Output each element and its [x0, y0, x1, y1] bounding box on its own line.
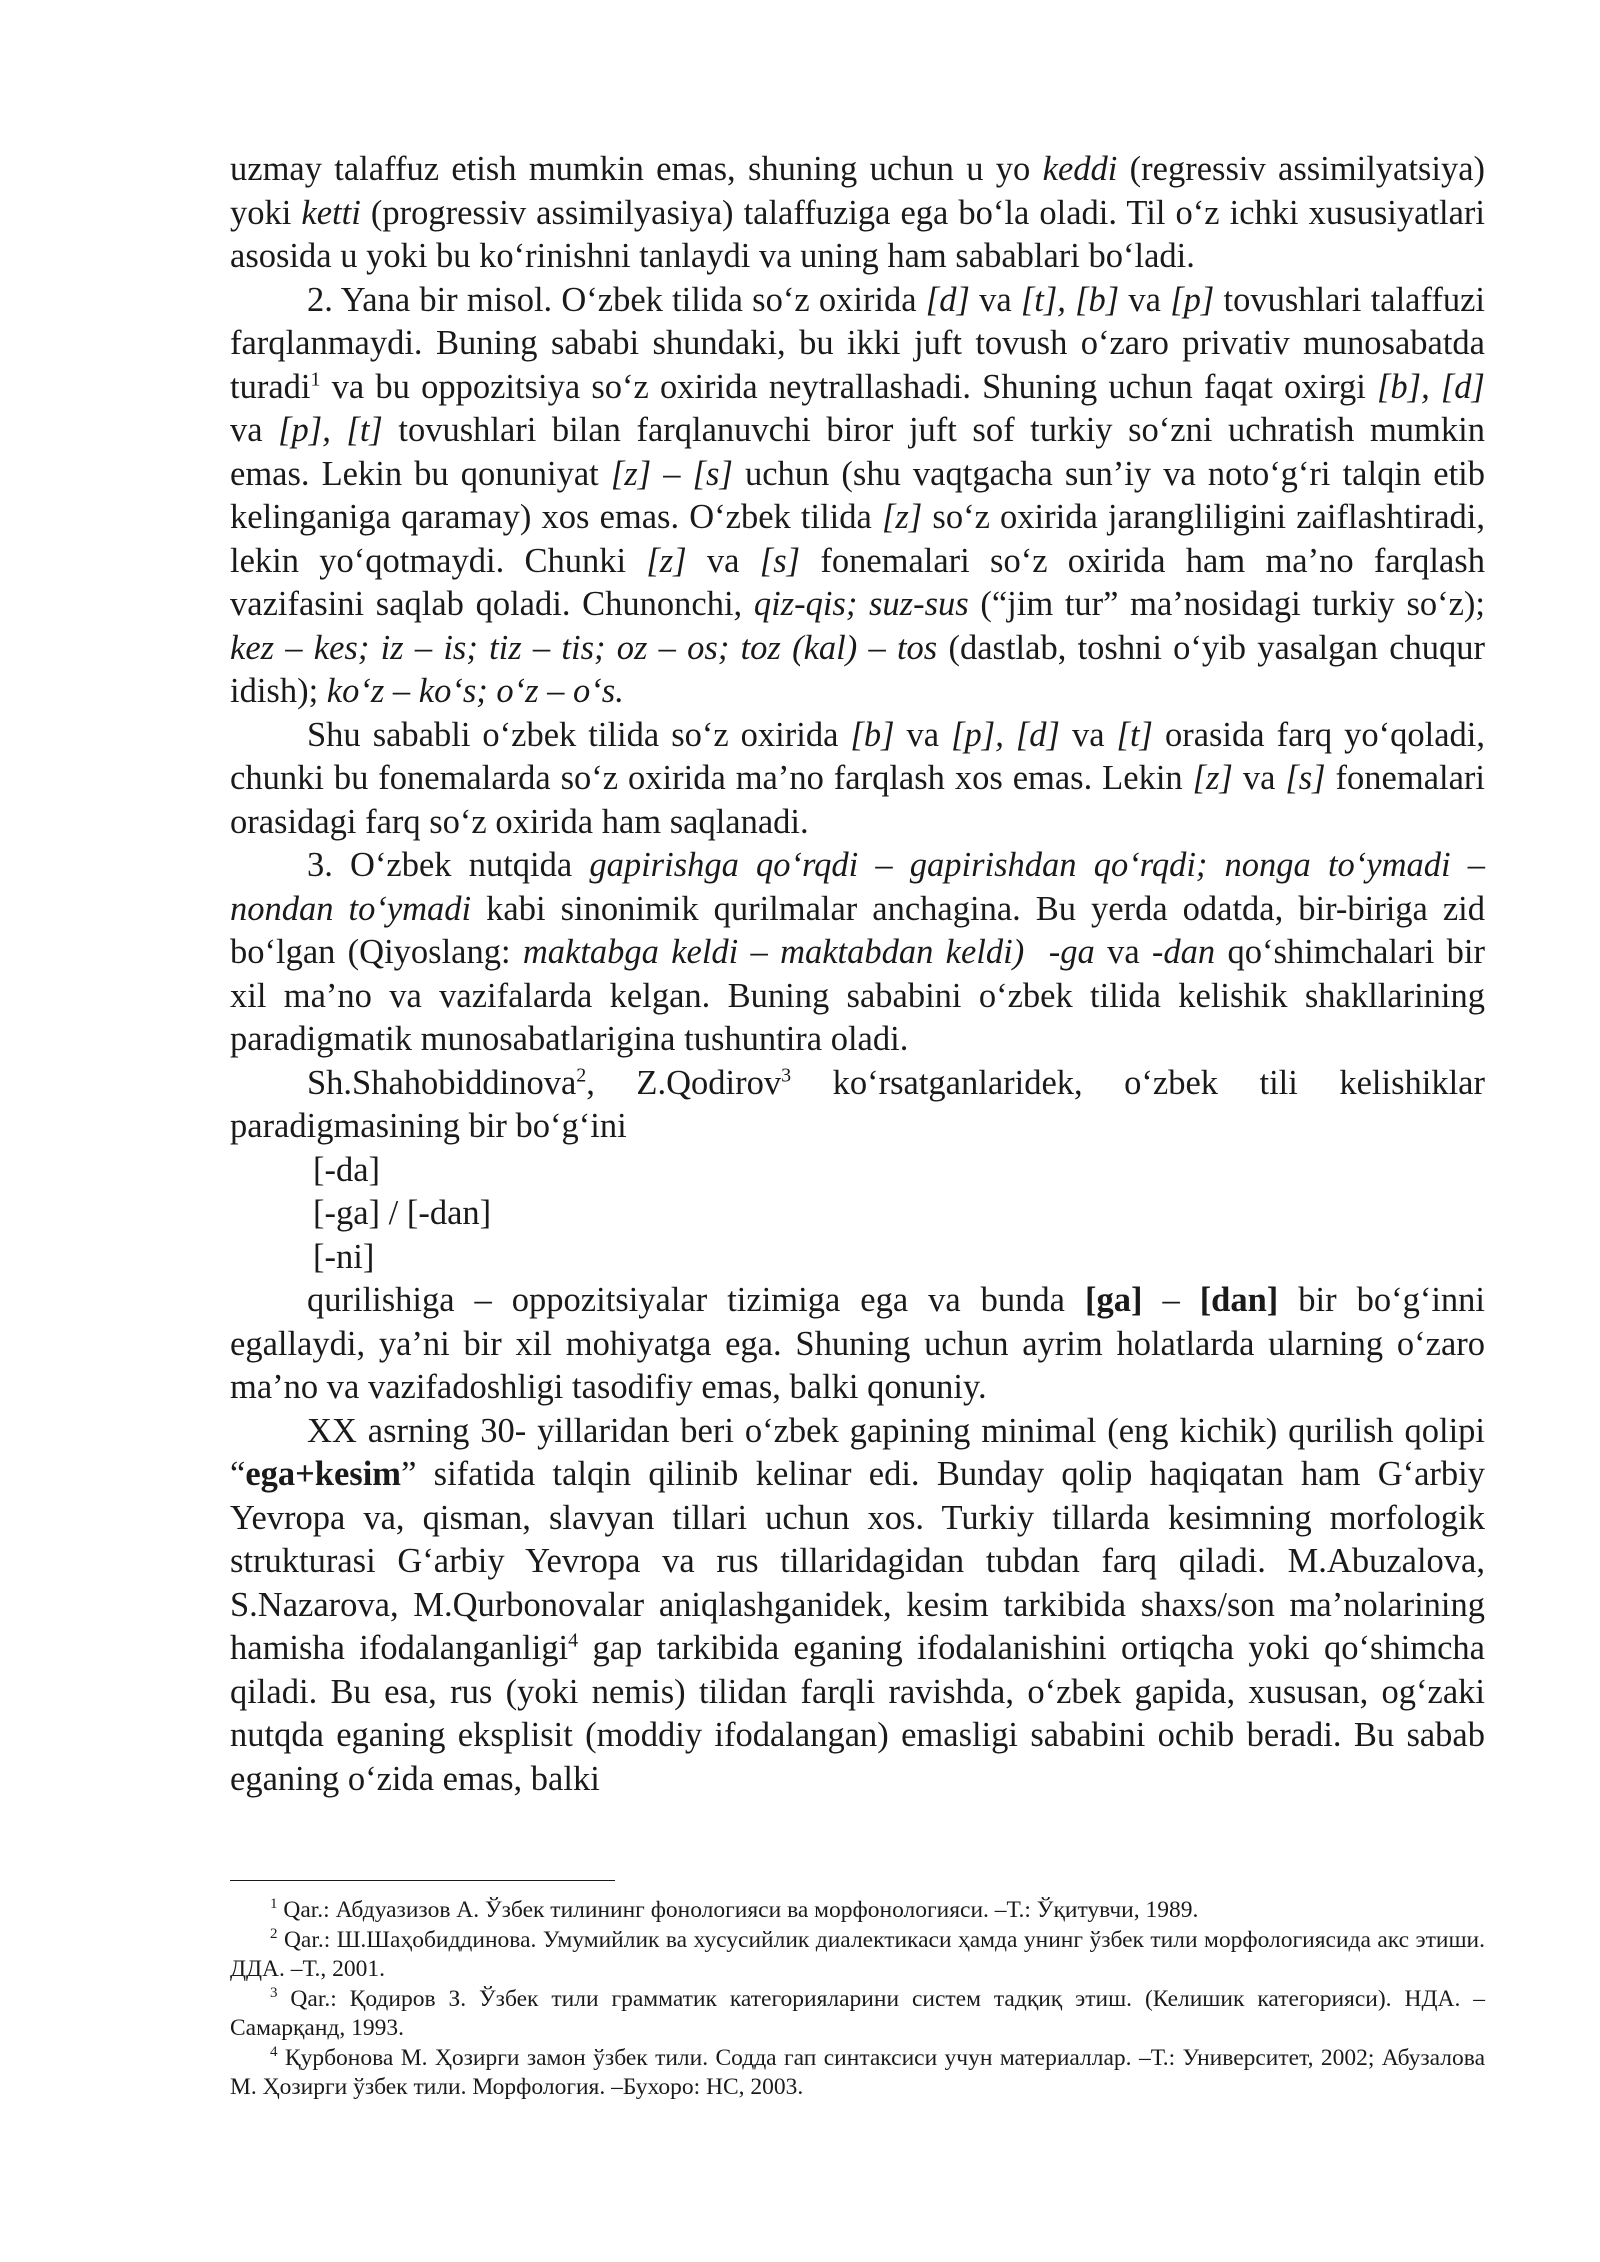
- text-run: fonemalari so‘z oxirida ham ma’no farqlash vazifasini saqlab qoladi. Chunonchi,: [230, 541, 1485, 623]
- text-run: gap tarkibida eganing ifodalanishini ortiqcha yoki qo‘shimcha qiladi. Bu esa, rus (yoki nemis) tilidan farqli ravishda, o‘zbek gapida, xususan, og‘zaki nutqda eganing eksplisit (moddiy ifodalangan) emasligi sababini ochib beradi. Bu sabab eganing o‘zida emas, balki: [230, 1629, 1485, 1798]
- italic-example: kez – kes; iz – is; tiz – tis; oz – os; toz (kal) – tos: [230, 628, 938, 667]
- paragraph-3: [230, 714, 1485, 845]
- footnote-separator: [230, 1880, 615, 1881]
- bold-term: ega+kesim: [245, 1455, 402, 1493]
- text-run: va: [1059, 715, 1117, 754]
- italic-example: [b], [d]: [1376, 367, 1485, 406]
- italic-example: [t], [b]: [1020, 280, 1120, 319]
- footnote-text: Qar.: Қодиров З. Ўзбек тили грамматик категорияларини систем тадқиқ этиш. (Келишик категорияси). НДА. –Самарқанд, 1993.: [230, 1985, 1485, 2041]
- italic-example: [d]: [925, 280, 970, 319]
- italic-example: ketti: [301, 193, 361, 232]
- text-run: (“jim tur” ma’nosidagi turkiy so‘z);: [968, 585, 1486, 623]
- text-run: , Z.Qodirov: [586, 1063, 782, 1102]
- bold-term: [dan]: [1199, 1281, 1279, 1319]
- italic-example: [p]: [1170, 280, 1215, 319]
- footnote-ref-2[interactable]: 2: [576, 1064, 587, 1086]
- text-run: 2. Yana bir misol. O‘zbek tilida so‘z oxirida: [307, 280, 926, 319]
- italic-example: [s]: [759, 541, 801, 580]
- footnotes: [230, 1896, 1485, 2103]
- italic-example: [z]: [646, 541, 687, 580]
- text-run: va: [894, 715, 952, 754]
- italic-example: [z]: [1192, 759, 1233, 797]
- italic-example: maktabga keldi – maktabdan keldi): [522, 933, 1025, 971]
- text-run: (progressiv assimilyasiya) talaffuziga ega bo‘la oladi. Til o‘z ichki xususiyatlari asosida u yoki bu ko‘rinishni tanlaydi va uning ham sabablari bo‘ladi.: [230, 193, 1485, 275]
- italic-example: ko‘z – ko‘s; o‘z – o‘s.: [326, 672, 624, 710]
- text-run: (dastlab, toshni o‘yib yasalgan chuqur idish);: [230, 628, 1485, 710]
- italic-example: [b]: [850, 715, 895, 754]
- paragraph-7: [230, 1410, 1485, 1802]
- paradigm-line: [-da]: [313, 1150, 381, 1189]
- text-run: Shu sababli o‘zbek tilida so‘z oxirida: [307, 715, 851, 754]
- footnote-2: [230, 1926, 1485, 1985]
- italic-example: -ga: [1048, 933, 1095, 971]
- paragraph-2: [230, 279, 1485, 714]
- text-run: va: [1232, 759, 1286, 797]
- footnote-ref-3[interactable]: 3: [781, 1064, 792, 1086]
- text-run: va bu oppozitsiya so‘z oxirida neytrallashadi. Shuning uchun faqat oxirgi: [320, 367, 1377, 406]
- footnote-ref-1[interactable]: 1: [310, 368, 321, 390]
- italic-example: -dan: [1151, 933, 1216, 971]
- footnote-ref-4[interactable]: 4: [568, 1629, 579, 1652]
- footnote-text: Қурбонова М. Ҳозирги замон ўзбек тили. Содда гап синтаксиси учун материаллар. –Т.: Университет, 2002; Абузалова М. Ҳозирги ўзбек тили. Морфология. –Бухоро: НС, 2003.: [230, 2044, 1485, 2100]
- footnote-number: 1: [270, 1896, 278, 1913]
- footnote-number: 4: [270, 2043, 278, 2060]
- italic-example: [t]: [1116, 715, 1153, 754]
- text-run: qo‘shimchalari bir xil ma’no va vazifalarda kelgan. Buning sababini o‘zbek tilida kelishik shakllarining paradigmatik munosabatlarigina tushuntira oladi.: [230, 933, 1485, 1058]
- footnote-number: 3: [270, 1984, 278, 2001]
- paragraph-1: [230, 148, 1485, 279]
- footnote-text: Qar.: Ш.Шаҳобиддинова. Умумийлик ва хусусийлик диалектикаси ҳамда унинг ўзбек тили морфологиясида акс этиши. ДДА. –Т., 2001.: [230, 1926, 1485, 1982]
- footnote-number: 2: [270, 1925, 278, 1942]
- paradigm-scheme: [230, 1149, 1485, 1280]
- bold-term: [ga]: [1084, 1281, 1143, 1319]
- text-run: bir bo‘g‘inni egallaydi, ya’ni bir xil mohiyatga ega. Shuning uchun ayrim holatlarda ularning o‘zaro ma’no va vazifadoshligi tasodifiy emas, balki qonuniy.: [230, 1281, 1485, 1406]
- text-run: so‘z oxirida jarangliligini zaiflashtiradi, lekin yo‘qotmaydi. Chunki: [230, 498, 1485, 580]
- paradigm-line: [-ga] / [-dan]: [313, 1194, 492, 1232]
- text-run: fonemalari orasidagi farq so‘z oxirida ham saqlanadi.: [230, 759, 1485, 841]
- text-run: va: [1119, 280, 1171, 319]
- text-run: XX asrning 30- yillaridan beri o‘zbek gapining minimal (eng kichik) qurilish qolipi “: [230, 1411, 1485, 1493]
- text-run: Sh.Shahobiddinova: [307, 1063, 577, 1102]
- text-run: tovushlari bilan farqlanuvchi biror juft sof turkiy so‘zni uchratish mumkin emas. Lekin bu qonuniyat: [230, 411, 1485, 493]
- footnote-text: Qar.: Абдуазизов А. Ўзбек тилининг фонологияси ва морфонологияси. –Т.: Ўқитувчи, 1989.: [277, 1897, 1199, 1923]
- italic-example: qiz-qis; suz-sus: [753, 585, 969, 623]
- paragraph-5: [230, 1062, 1485, 1149]
- footnote-4: [230, 2044, 1485, 2103]
- text-run: ” sifatida talqin qilinib kelinar edi. Bunday qolip haqiqatan ham G‘arbiy Yevropa va, qisman, slavyan tillari uchun xos. Turkiy tillarda kesimning morfologik strukturasi G‘arbiy Yevropa va rus tillaridagidan tubdan farq qiladi. M.Abuzalova, S.Nazarova, M.Qurbonovalar aniqlashganidek, kesim tarkibida shaxs/son ma’nolarining hamisha ifodalanganligi: [230, 1455, 1485, 1667]
- text-run: orasida farq yo‘qoladi, chunki bu fonemalarda so‘z oxirida ma’no farqlash xos emas. Lekin: [230, 715, 1485, 797]
- text-run: va: [1094, 933, 1152, 971]
- text-run: (regressiv assimilyatsiya) yoki: [230, 150, 1485, 232]
- text-run: 3. O‘zbek nutqida: [307, 846, 590, 884]
- italic-example: [s]: [1285, 759, 1326, 797]
- text-run: tovushlari talaffuzi farqlanmaydi. Buning sababi shundaki, bu ikki juft tovush o‘zaro privativ munosabatda turadi: [230, 280, 1485, 406]
- text-run: va: [686, 541, 760, 580]
- text-run: qurilishiga – oppozitsiyalar tizimiga ega va bunda: [307, 1281, 1085, 1319]
- text-run: va: [230, 411, 279, 449]
- text-run: [1024, 933, 1049, 971]
- page-body: [230, 148, 1485, 1801]
- paragraph-4: [230, 844, 1485, 1062]
- text-run: kabi sinonimik qurilmalar anchagina. Bu yerda odatda, bir-biriga zid bo‘lgan (Qiyoslang:: [230, 889, 1485, 971]
- text-run: uchun (shu vaqtgacha sun’iy va noto‘g‘ri talqin etib kelinganiga qaramay) xos emas. O‘zbek tilida: [230, 454, 1485, 536]
- footnote-3: [230, 1985, 1485, 2044]
- text-run: ko‘rsatganlaridek, o‘zbek tili kelishiklar paradigmasining bir bo‘g‘ini: [230, 1063, 1485, 1145]
- text-run: –: [1142, 1281, 1200, 1319]
- text-run: uzmay talaffuz etish mumkin emas, shuning uchun u yo: [230, 150, 1043, 188]
- italic-example: [p], [t]: [278, 411, 383, 449]
- paradigm-line: [-ni]: [313, 1237, 375, 1276]
- italic-example: gapirishga qo‘rqdi – gapirishdan qo‘rqdi; nonga to‘ymadi – nondan to‘ymadi: [230, 846, 1485, 928]
- italic-example: [p], [d]: [951, 715, 1060, 754]
- footnote-1: [230, 1896, 1485, 1926]
- italic-example: [z] – [s]: [610, 454, 733, 493]
- paragraph-6: [230, 1279, 1485, 1410]
- italic-example: keddi: [1042, 150, 1118, 188]
- text-run: va: [969, 280, 1021, 319]
- italic-example: [z]: [881, 498, 923, 536]
